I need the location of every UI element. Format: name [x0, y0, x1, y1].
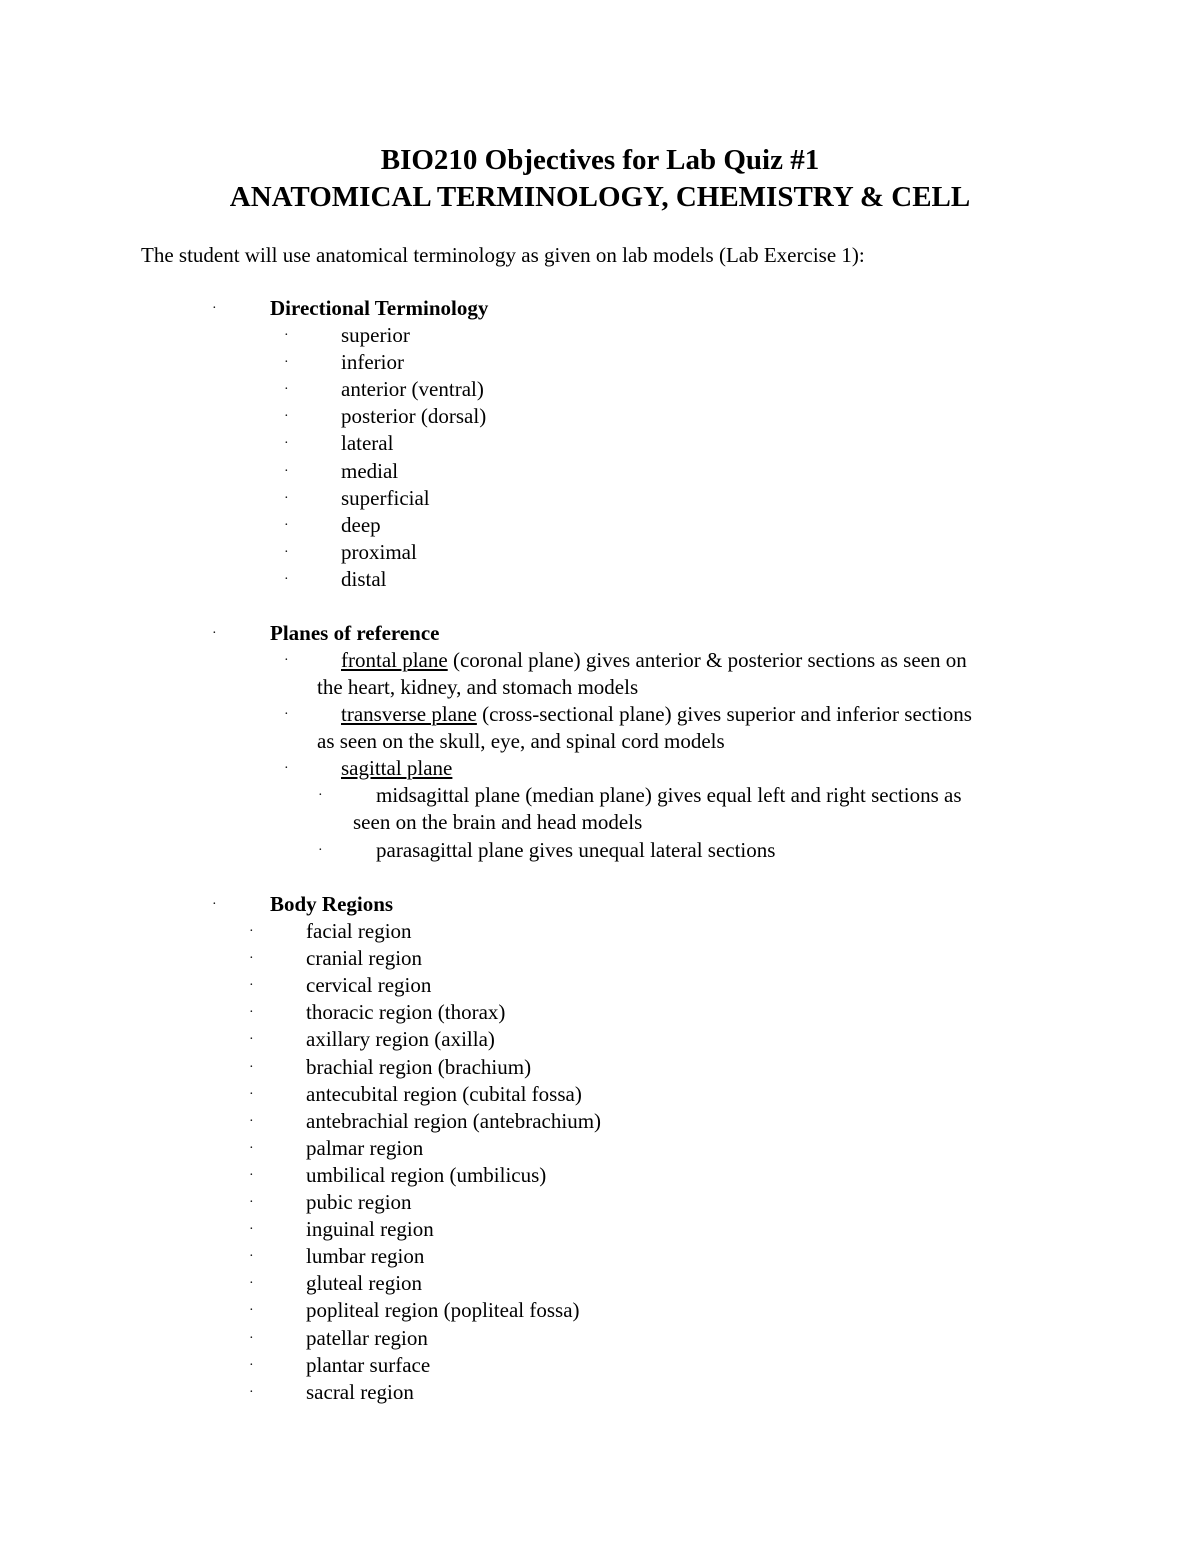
frontal-plane-desc-cont: the heart, kidney, and stomach models — [317, 675, 639, 699]
bullet-icon: · — [249, 1195, 254, 1210]
bullet-icon: · — [284, 490, 289, 506]
body-region-item: pubic region — [306, 1190, 412, 1214]
bullet-icon: · — [212, 897, 217, 912]
bullet-icon: · — [284, 463, 289, 479]
bullet-icon: · — [284, 436, 289, 452]
transverse-plane-desc-cont: as seen on the skull, eye, and spinal cord models — [317, 729, 725, 753]
bullet-icon: · — [284, 355, 289, 371]
body-region-item: popliteal region (popliteal fossa) — [306, 1298, 580, 1323]
bullet-icon: · — [212, 626, 217, 641]
bullet-icon: · — [249, 1357, 254, 1373]
bullet-icon: · — [284, 761, 289, 776]
bullet-icon: · — [249, 1303, 254, 1319]
body-region-item: cranial region — [306, 946, 423, 971]
bullet-icon: · — [249, 1005, 254, 1021]
directional-term-item: superior — [341, 323, 410, 347]
body-region-item: umbilical region (umbilicus) — [306, 1162, 547, 1187]
directional-term-item: inferior — [341, 350, 404, 375]
bullet-icon: · — [249, 1059, 254, 1075]
bullet-icon: · — [284, 707, 289, 722]
frontal-plane-desc: (coronal plane) gives anterior & posterior sections as seen on — [447, 648, 967, 672]
directional-term-item: proximal — [341, 539, 417, 564]
sagittal-plane-term: sagittal plane — [341, 756, 453, 780]
bullet-icon: · — [249, 924, 254, 939]
parasagittal-plane-item: parasagittal plane gives unequal lateral sections — [376, 838, 776, 862]
body-region-item: axillary region (axilla) — [306, 1027, 495, 1052]
directional-term-item: superficial — [341, 485, 430, 510]
body-region-item: plantar surface — [306, 1352, 431, 1377]
bullet-icon: · — [249, 951, 254, 967]
directional-term-item: posterior (dorsal) — [341, 404, 487, 429]
section-heading: Directional Terminology — [270, 296, 489, 320]
body-region-item: lumbar region — [306, 1244, 425, 1269]
directional-term-item: distal — [341, 566, 387, 591]
body-region-item: inguinal region — [306, 1217, 434, 1242]
section-heading: Planes of reference — [270, 621, 440, 645]
bullet-icon: · — [284, 328, 289, 343]
bullet-icon: · — [284, 544, 289, 560]
body-region-item: antebrachial region (antebrachium) — [306, 1108, 602, 1133]
bullet-icon: · — [284, 571, 289, 587]
body-region-item: thoracic region (thorax) — [306, 1000, 506, 1025]
body-region-item: palmar region — [306, 1135, 424, 1160]
bullet-icon: · — [249, 1113, 254, 1129]
bullet-icon: · — [284, 517, 289, 533]
bullet-icon: · — [318, 788, 323, 803]
body-region-item: antecubital region (cubital fossa) — [306, 1081, 582, 1106]
document-title: BIO210 Objectives for Lab Quiz #1 — [380, 144, 820, 176]
midsagittal-plane-item: midsagittal plane (median plane) gives equal left and right sections as — [376, 783, 962, 807]
document-subtitle: ANATOMICAL TERMINOLOGY, CHEMISTRY & CELL — [229, 181, 971, 213]
transverse-plane-term: transverse plane — [341, 702, 477, 726]
intro-paragraph: The student will use anatomical terminology as given on lab models (Lab Exercise 1): — [141, 243, 865, 267]
bullet-icon: · — [284, 653, 289, 668]
transverse-plane-item — [341, 701, 972, 728]
body-region-item: brachial region (brachium) — [306, 1054, 532, 1079]
body-region-item: cervical region — [306, 973, 432, 998]
body-region-item: gluteal region — [306, 1271, 423, 1296]
bullet-icon: · — [249, 1167, 254, 1183]
directional-term-item: lateral — [341, 431, 394, 456]
bullet-icon: · — [284, 409, 289, 425]
transverse-plane-desc: (cross-sectional plane) gives superior and inferior sections — [476, 702, 972, 726]
frontal-plane-term: frontal plane — [341, 648, 448, 672]
bullet-icon: · — [249, 1140, 254, 1156]
directional-term-item: anterior (ventral) — [341, 377, 484, 402]
bullet-icon: · — [284, 382, 289, 398]
body-region-item: patellar region — [306, 1325, 428, 1350]
bullet-icon: · — [249, 1032, 254, 1048]
bullet-icon: · — [249, 1276, 254, 1292]
directional-term-item: medial — [341, 458, 399, 483]
bullet-icon: · — [249, 1086, 254, 1102]
bullet-icon: · — [249, 1330, 254, 1346]
body-region-item: facial region — [306, 919, 412, 943]
midsagittal-plane-desc-cont: seen on the brain and head models — [353, 810, 643, 834]
directional-term-item: deep — [341, 512, 381, 537]
body-region-item: sacral region — [306, 1379, 414, 1404]
bullet-icon: · — [318, 843, 323, 858]
bullet-icon: · — [249, 978, 254, 994]
frontal-plane-item — [341, 647, 967, 674]
bullet-icon: · — [249, 1249, 254, 1265]
section-heading: Body Regions — [270, 892, 394, 916]
bullet-icon: · — [249, 1222, 254, 1238]
bullet-icon: · — [212, 301, 217, 316]
bullet-icon: · — [249, 1384, 254, 1400]
